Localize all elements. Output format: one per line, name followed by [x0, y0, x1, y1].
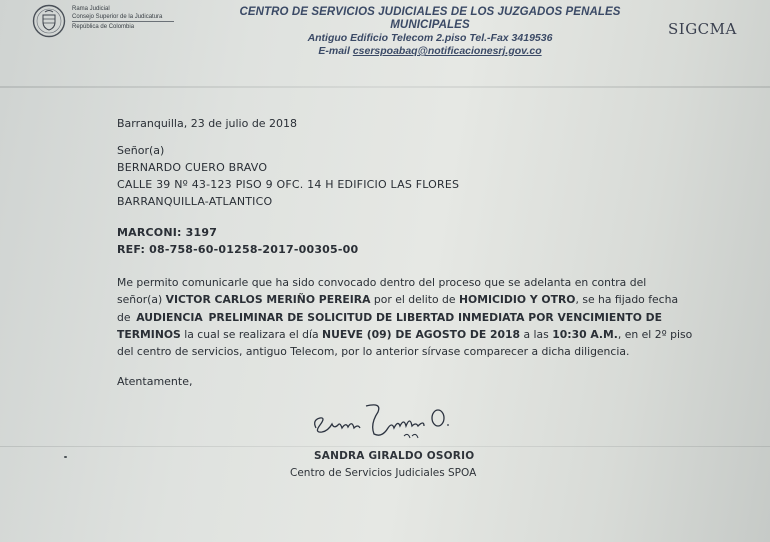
body-text: , se ha fijado fecha — [575, 293, 679, 307]
body-text: del centro de servicios, antiguo Telecom, por lo anterior sírvase comparecer a dicha diligencia. — [117, 345, 630, 359]
ink-speck — [64, 456, 67, 458]
closing: Atentamente, — [117, 375, 193, 388]
salutation: Señor(a) — [117, 144, 165, 157]
paper-fold — [0, 446, 770, 447]
body-text: señor(a) — [117, 293, 166, 307]
recipient-name: BERNARDO CUERO BRAVO — [117, 161, 268, 174]
letterhead — [200, 6, 660, 58]
paper-fold — [0, 86, 770, 88]
body-line — [117, 309, 662, 326]
branch-line: Rama Judicial — [72, 6, 110, 12]
hearing-type: AUDIENCIA — [136, 310, 203, 324]
country-name: República de Colombia — [72, 24, 135, 30]
body-text: Me permito comunicarle que ha sido convocado dentro del proceso que se adelanta en contra del — [117, 276, 647, 289]
body-text: de — [117, 310, 131, 324]
recipient-city: BARRANQUILLA-ATLANTICO — [117, 195, 273, 208]
reference-number: REF: 08-758-60-01258-2017-00305-00 — [117, 243, 359, 256]
divider — [72, 21, 174, 22]
body-text: la cual se realizara el día — [180, 327, 323, 341]
council-line: Consejo Superior de la Judicatura — [72, 14, 163, 20]
defendant-name: VICTOR CARLOS MERIÑO PEREIRA — [165, 293, 371, 307]
signer-name: SANDRA GIRALDO OSORIO — [314, 450, 475, 462]
handwritten-signature — [308, 398, 478, 444]
hearing-description: TERMINOS — [117, 327, 181, 341]
offense: HOMICIDIO Y OTRO — [459, 293, 576, 307]
office-address: Antiguo Edificio Telecom 2.piso Tel.-Fax 3419536 — [307, 32, 553, 44]
coat-of-arms-logo — [32, 4, 66, 38]
hearing-time: 10:30 A.M. — [552, 327, 618, 341]
body-paragraph — [117, 274, 693, 360]
email-label: E-mail — [318, 45, 350, 57]
recipient-address: CALLE 39 Nº 43-123 PISO 9 OFC. 14 H EDIFICIO LAS FLORES — [117, 178, 460, 191]
office-email — [200, 45, 660, 58]
hearing-date: NUEVE (09) DE AGOSTO DE 2018 — [322, 327, 521, 341]
body-line — [117, 274, 662, 291]
body-text: a las — [520, 327, 553, 341]
body-text: , en el 2º piso — [617, 327, 693, 341]
body-text: por el delito de — [370, 293, 459, 307]
office-title: CENTRO DE SERVICIOS JUDICIALES DE LOS JUZGADOS PENALES MUNICIPALES — [239, 6, 621, 31]
hearing-description: PRELIMINAR DE SOLICITUD DE LIBERTAD INMEDIATA POR VENCIMIENTO DE — [208, 310, 662, 324]
branch-name — [72, 5, 162, 21]
body-line — [117, 343, 662, 360]
system-code: SIGCMA — [668, 20, 737, 38]
signer-role: Centro de Servicios Judiciales SPOA — [290, 467, 477, 479]
email-link[interactable]: cserspoabaq@notificacionesrj.gov.co — [352, 45, 542, 57]
place-date: Barranquilla, 23 de julio de 2018 — [117, 117, 298, 130]
body-line — [117, 291, 679, 308]
body-line — [117, 326, 693, 343]
marconi-number: MARCONI: 3197 — [117, 226, 218, 239]
